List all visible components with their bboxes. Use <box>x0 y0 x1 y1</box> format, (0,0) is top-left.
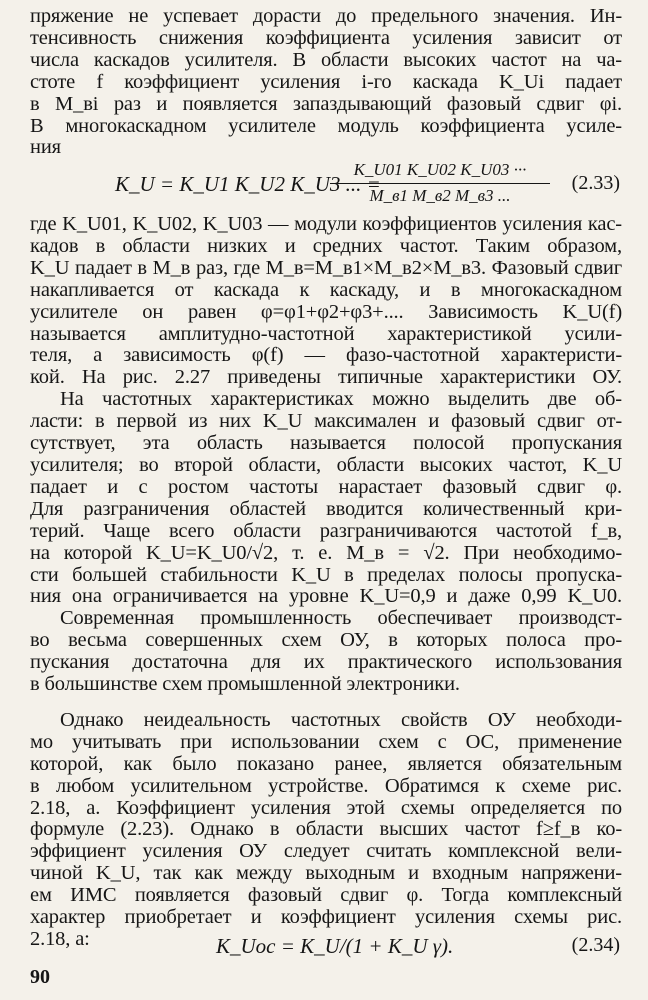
text-line: В многокаскадном усилителе модуль коэффициента усиле- <box>30 114 622 137</box>
text-line: 2.18, а: <box>30 928 90 950</box>
text-line: ния она ограничивается на уровне K_U=0,9 и даже 0,99 K_U0. <box>30 585 622 608</box>
text-line: усилителя; во второй области, области высоких частот, K_U <box>30 453 622 476</box>
text-line: сти большей стабильности K_U в пределах полосы пропуска- <box>30 563 622 586</box>
paragraph-body <box>30 214 622 951</box>
fraction-numerator: K_U01 K_U02 K_U03 ··· <box>330 160 550 184</box>
text-line: кой. На рис. 2.27 приведены типичные характеристики ОУ. <box>30 366 622 389</box>
text-line: пряжение не успевает дорасти до предельного значения. Ин- <box>30 5 622 27</box>
text-line: в M_вi раз и появляется запаздывающий фазовый сдвиг φi. <box>30 92 622 115</box>
text-line: характер приобретает и коэффициент усиления схемы рис. <box>30 906 622 929</box>
text-line: которой, как было показано ранее, является обязательным <box>30 752 622 775</box>
text-line: пускания достаточна для их практического использования <box>30 651 622 674</box>
text-line: эффициент усиления ОУ следует считать комплексной вели- <box>30 840 622 863</box>
text-line: ласти: в первой из них K_U максимален и фазовый сдвиг от- <box>30 410 622 433</box>
equation-number: (2.34) <box>571 934 620 956</box>
text-line: накапливается от каскада к каскаду, и в многокаскадном <box>30 278 622 301</box>
text-line: чиной K_U, так как между выходным и входным напряжени- <box>30 862 622 885</box>
text-line: усилителе он равен φ=φ1+φ2+φ3+.... Зависимость K_U(f) <box>30 300 622 323</box>
text-line: ния <box>30 136 61 159</box>
fraction-denominator: M_в1 M_в2 M_в3 ... <box>369 186 511 205</box>
text-line: терий. Чаще всего области разграничиваются частотой f_в, <box>30 519 622 542</box>
equation-2-34 <box>30 932 622 962</box>
text-line: K_U падает в M_в раз, где M_в=M_в1×M_в2×M_в3. Фазовый сдвиг <box>30 256 622 279</box>
text-line: 2.18, а. Коэффициент усиления этой схемы определяется по <box>30 796 622 819</box>
text-line: тенсивность снижения коэффициента усиления зависит от <box>30 26 622 49</box>
paragraph-intro <box>30 6 622 159</box>
text-line: где K_U01, K_U02, K_U03 — модули коэффициентов усиления кас- <box>30 213 622 235</box>
text-line: ем ИМС появляется фазовый сдвиг φ. Тогда комплексный <box>30 884 622 907</box>
equation-fraction <box>330 160 550 206</box>
text-line: числа каскадов усилителя. В области высоких частот на ча- <box>30 48 622 71</box>
equation-expression: K_Uос = K_U/(1 + K_U γ). <box>216 934 454 958</box>
text-line: стоте f коэффициент усиления i-го каскада K_Ui падает <box>30 70 622 93</box>
text-line: мо учитывать при использовании схем с ОС, применение <box>30 730 622 753</box>
text-line: называется амплитудно-частотной характеристикой усили- <box>30 322 622 345</box>
equation-2-33 <box>30 160 622 216</box>
text-line: Современная промышленность обеспечивает производст- <box>60 607 622 630</box>
text-line: падает и с ростом частоты нарастает фазовый сдвиг φ. <box>30 475 622 498</box>
text-line: в любом усилительном устройстве. Обратимся к схеме рис. <box>30 774 622 797</box>
text-line: Для разграничения областей вводится количественный кри- <box>30 497 622 520</box>
text-line: На частотных характеристиках можно выделить две об- <box>60 388 622 411</box>
text-line: Однако неидеальность частотных свойств ОУ необходи- <box>60 708 622 731</box>
page-number: 90 <box>30 966 50 988</box>
text-line: кадов в области низких и средних частот. Таким образом, <box>30 234 622 257</box>
text-line: формуле (2.23). Однако в области высших частот f≥f_в ко- <box>30 818 622 841</box>
text-line: во весьма совершенных схем ОУ, в которых полоса про- <box>30 629 622 652</box>
equation-number: (2.33) <box>571 172 620 194</box>
text-line: в большинстве схем промышленной электроники. <box>30 673 460 696</box>
text-line: на которой K_U=K_U0/√2, т. е. M_в = √2. При необходимо- <box>30 541 622 564</box>
equation-left-side: K_U = K_U1 K_U2 K_U3 ... = <box>115 172 381 196</box>
text-line: сутствует, эта область называется полосой пропускания <box>30 432 622 455</box>
text-line: теля, а зависимость φ(f) — фазо-частотной характеристи- <box>30 344 622 367</box>
